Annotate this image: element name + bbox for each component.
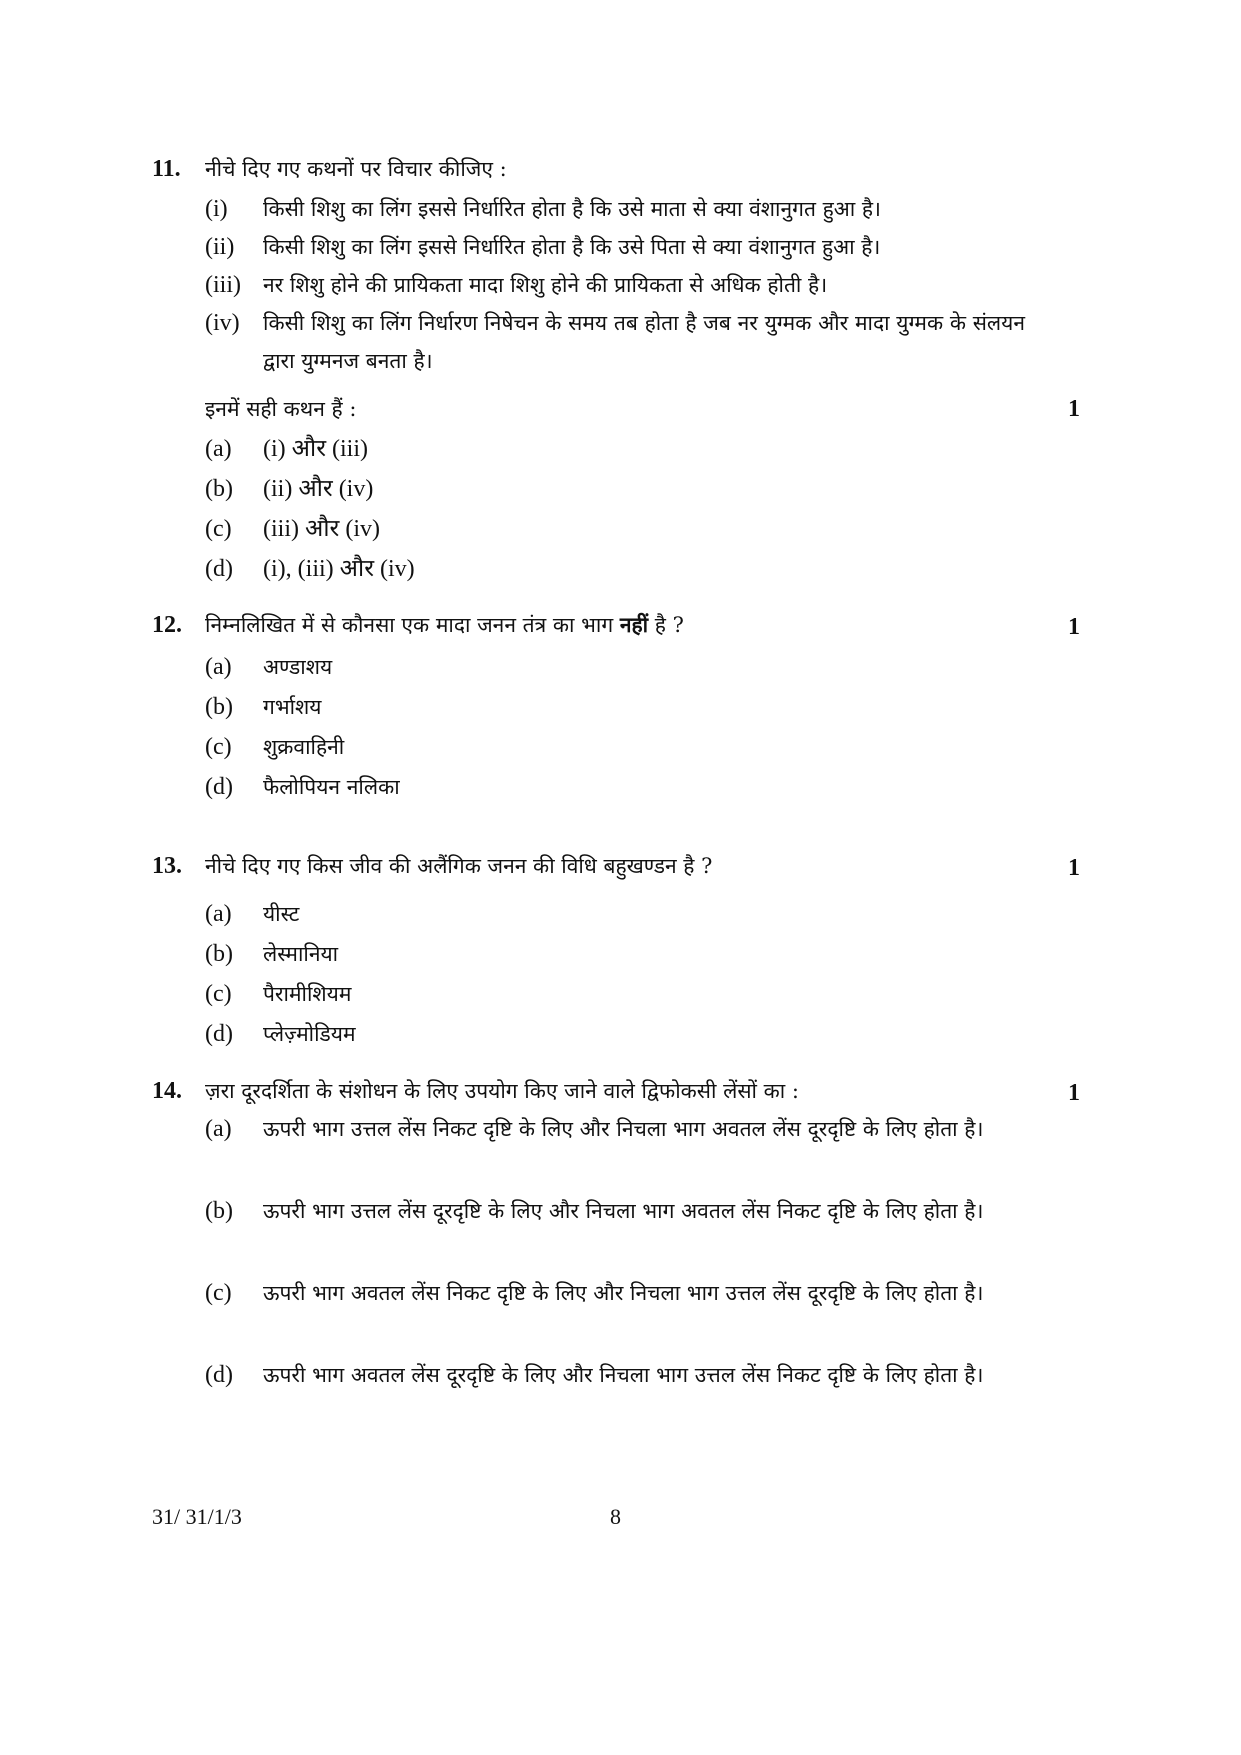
option-label: (c)	[205, 516, 232, 542]
option-text: शुक्रवाहिनी	[263, 735, 345, 759]
option-text: ऊपरी भाग उत्तल लेंस निकट दृष्टि के लिए और निचला भाग अवतल लेंस दूरदृष्टि के लिए होता है।	[263, 1117, 984, 1141]
question-text: ज़रा दूरदर्शिता के संशोधन के लिए उपयोग किए जाने वाले द्विफोकसी लेंसों का :	[205, 1079, 799, 1103]
option-label: (d)	[205, 774, 233, 800]
question-text	[205, 608, 1025, 642]
question-text: नीचे दिए गए कथनों पर विचार कीजिए :	[205, 157, 507, 181]
question-text-emphasis: नहीं	[619, 612, 649, 637]
option-text: पैरामीशियम	[263, 982, 352, 1006]
option-text: यीस्ट	[263, 902, 300, 926]
page-number: 8	[610, 1504, 621, 1529]
statement-label: (iii)	[205, 272, 241, 298]
option-label: (b)	[205, 941, 233, 967]
prompt-text: इनमें सही कथन हैं :	[205, 397, 357, 421]
option-text: (ii) और (iv)	[263, 476, 374, 502]
option-label: (c)	[205, 981, 232, 1007]
option-text: (iii) और (iv)	[263, 516, 381, 542]
option-text: लेस्मानिया	[263, 942, 339, 966]
option-label: (b)	[205, 476, 233, 502]
option-label: (a)	[205, 901, 232, 927]
option-text: फैलोपियन नलिका	[263, 775, 400, 799]
option-text: अण्डाशय	[263, 655, 333, 679]
option-label: (d)	[205, 1021, 233, 1047]
option-label: (b)	[205, 694, 233, 720]
statement-text: किसी शिशु का लिंग इससे निर्धारित होता है कि उसे पिता से क्या वंशानुगत हुआ है।	[263, 235, 881, 259]
option-text: ऊपरी भाग अवतल लेंस निकट दृष्टि के लिए और निचला भाग उत्तल लेंस दूरदृष्टि के लिए होता है।	[263, 1281, 984, 1305]
question-number: 13.	[152, 853, 182, 879]
question-text-part: है ?	[648, 613, 684, 637]
question-number: 14.	[152, 1078, 182, 1104]
option-label: (a)	[205, 1116, 232, 1142]
option-text: प्लेज़्मोडियम	[263, 1022, 356, 1046]
statement-text: किसी शिशु का लिंग निर्धारण निषेचन के समय तब होता है जब नर युग्मक और मादा युग्मक के संलयन द्वारा युग्मनज बनता है।	[263, 311, 1025, 373]
statement-text: नर शिशु होने की प्रायिकता मादा शिशु होने की प्रायिकता से अधिक होती है।	[263, 273, 828, 297]
marks: 1	[1068, 614, 1080, 640]
option-label: (a)	[205, 654, 232, 680]
statement-label: (i)	[205, 196, 228, 222]
marks: 1	[1068, 396, 1080, 422]
marks: 1	[1068, 855, 1080, 881]
option-label: (a)	[205, 436, 232, 462]
option-text: ऊपरी भाग अवतल लेंस दूरदृष्टि के लिए और निचला भाग उत्तल लेंस निकट दृष्टि के लिए होता है।	[263, 1363, 984, 1387]
statement-label: (iv)	[205, 310, 240, 336]
question-number: 12.	[152, 612, 182, 638]
option-label: (b)	[205, 1198, 233, 1224]
option-text: (i) और (iii)	[263, 436, 369, 462]
option-label: (c)	[205, 1280, 232, 1306]
option-text: ऊपरी भाग उत्तल लेंस दूरदृष्टि के लिए और निचला भाग अवतल लेंस निकट दृष्टि के लिए होता है।	[263, 1199, 984, 1223]
option-text: गर्भाशय	[263, 695, 322, 719]
option-label: (c)	[205, 734, 232, 760]
option-text: (i), (iii) और (iv)	[263, 556, 415, 582]
option-label: (d)	[205, 556, 233, 582]
statement-text: किसी शिशु का लिंग इससे निर्धारित होता है कि उसे माता से क्या वंशानुगत हुआ है।	[263, 197, 881, 221]
statement-label: (ii)	[205, 234, 235, 260]
question-text: नीचे दिए गए किस जीव की अलैंगिक जनन की विधि बहुखण्डन है ?	[205, 854, 713, 878]
question-number: 11.	[152, 156, 181, 182]
marks: 1	[1068, 1080, 1080, 1106]
question-text-part: निम्नलिखित में से कौनसा एक मादा जनन तंत्र का भाग	[205, 613, 620, 637]
paper-code: 31/ 31/1/3	[152, 1504, 242, 1529]
option-label: (d)	[205, 1362, 233, 1388]
